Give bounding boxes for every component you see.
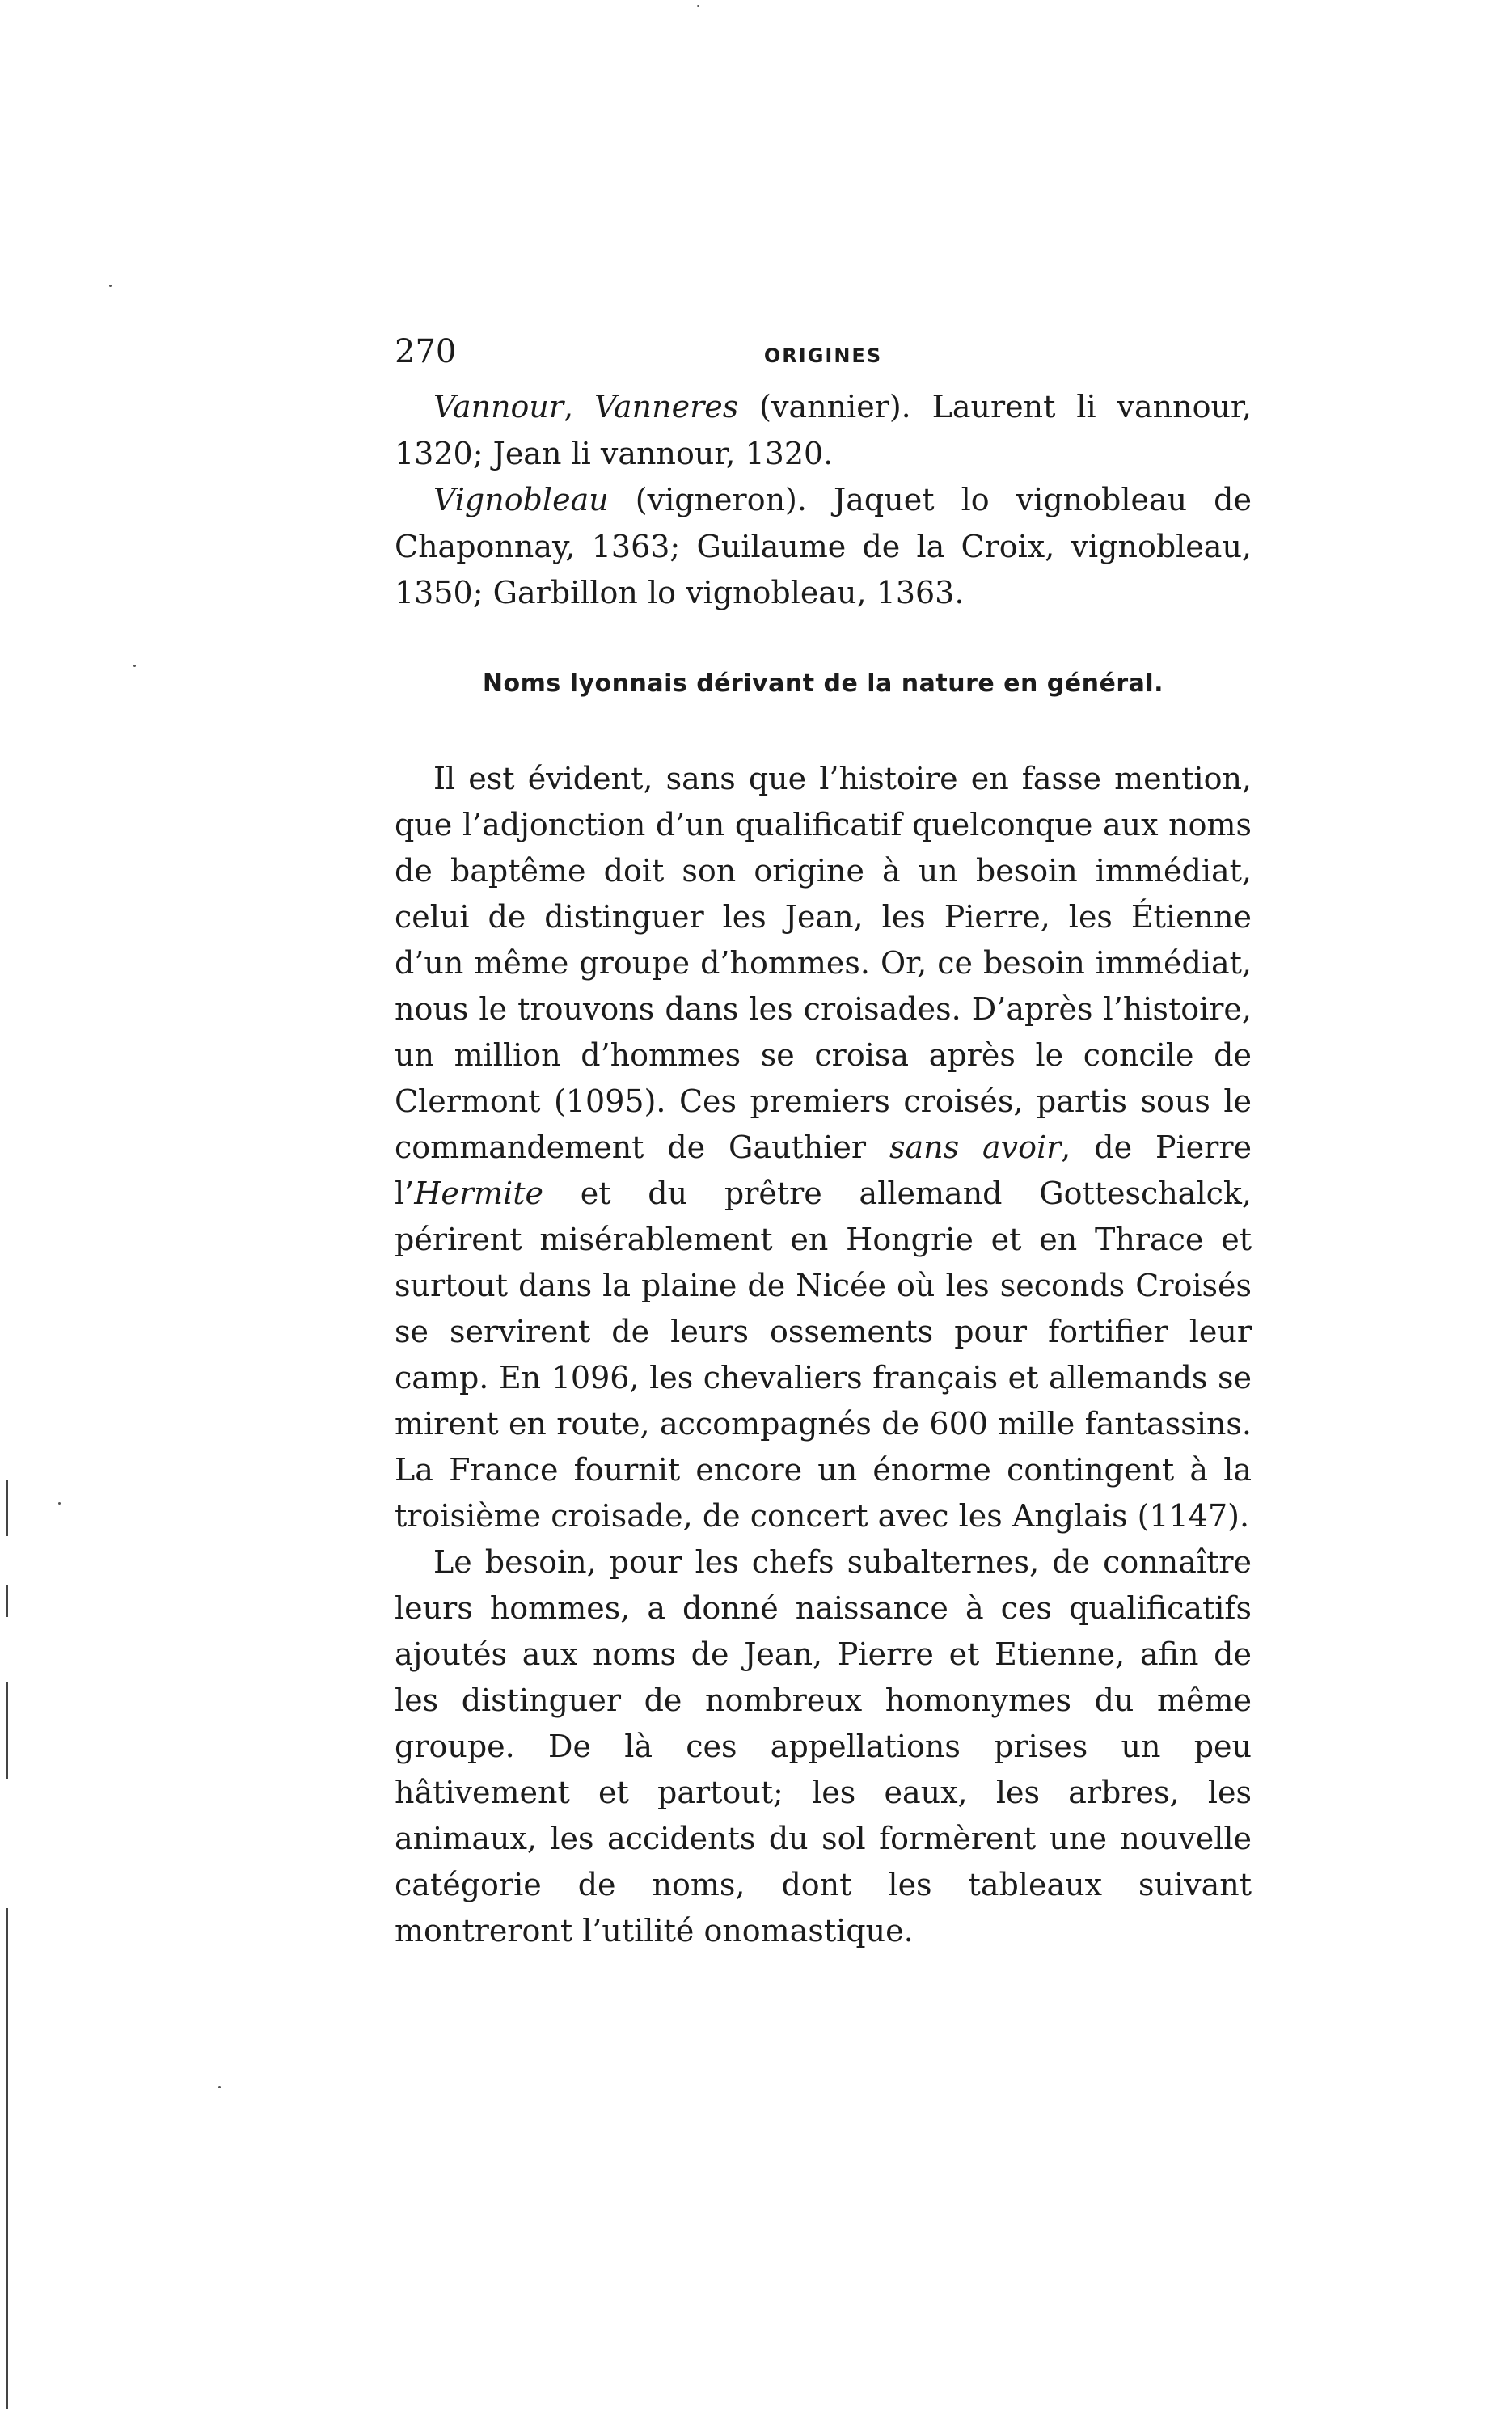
paragraph-text: , de Pierre l’ (395, 1129, 1252, 1211)
occupation-entries (395, 384, 1252, 617)
entry-term: Vignobleau (433, 482, 609, 517)
entry-text: (vigneron). Jaquet lo vignobleau de Chaponnay, 1363; Guilaume de la Croix, vignobleau, 1350; Garbillon lo vignobleau, 1363. (395, 482, 1252, 610)
entry-vannour (395, 384, 1252, 477)
page-number: 270 (395, 333, 457, 370)
running-title: ORIGINES (763, 344, 883, 367)
page-header (395, 333, 1252, 382)
scan-speck (697, 5, 699, 7)
entry-vignobleau (395, 477, 1252, 617)
entry-separator: , (564, 389, 595, 424)
scan-margin-mark (6, 1480, 8, 1536)
italic-phrase: sans avoir (889, 1129, 1062, 1165)
scan-speck (109, 285, 112, 287)
scan-margin-mark (6, 1585, 8, 1617)
entry-term-variant: Vanneres (594, 389, 739, 424)
paragraph-text: Il est évident, sans que l’histoire en fasse mention, que l’adjonction d’un qualificatif quelconque aux noms de baptême doit son origine à un besoin immédiat, celui de distinguer les Jean, les Pierre, les Étienne d’un même groupe d’hommes. Or, ce besoin immédiat, nous le trouvons dans les croisades. D’après l’histoire, un million d’hommes se croisa après le concile de Clermont (1095). Ces premiers croisés, partis sous le commandement de Gauthier (395, 761, 1252, 1165)
scan-margin-mark (6, 1908, 8, 2409)
scan-speck (58, 1502, 61, 1505)
paragraph-2: Le besoin, pour les chefs subalternes, de connaître leurs hommes, a donné naissance à ces qualificatifs ajoutés aux noms de Jean, Pierre et Etienne, afin de les distinguer de nombreux homonymes du même groupe. De là ces appellations prises un peu hâtivement et partout; les eaux, les arbres, les animaux, les accidents du sol formèrent une nouvelle catégorie de noms, dont les tableaux suivant montreront l’utilité onomastique. (395, 1544, 1252, 1948)
body-text (395, 756, 1252, 1954)
scan-speck (218, 2086, 221, 2088)
paragraph-text: et du prêtre allemand Gotteschalck, périrent misérablement en Hongrie et en Thrace et surtout dans la plaine de Nicée où les seconds Croisés se servirent de leurs ossements pour fortifier leur camp. En 1096, les chevaliers français et allemands se mirent en route, accompagnés de 600 mille fantassins. La France fournit encore un énorme contingent à la troisième croisade, de concert avec les Anglais (1147). (395, 1176, 1252, 1534)
paragraph-1 (395, 756, 1252, 1539)
scan-margin-mark (6, 1682, 8, 1779)
scan-speck (133, 665, 136, 667)
italic-phrase: Hermite (414, 1176, 543, 1211)
section-heading: Noms lyonnais dérivant de la nature en général. (482, 669, 1164, 698)
entry-term: Vannour (433, 389, 564, 424)
entry-text: (vannier). Laurent li vannour, 1320; Jean li vannour, 1320. (395, 389, 1252, 471)
